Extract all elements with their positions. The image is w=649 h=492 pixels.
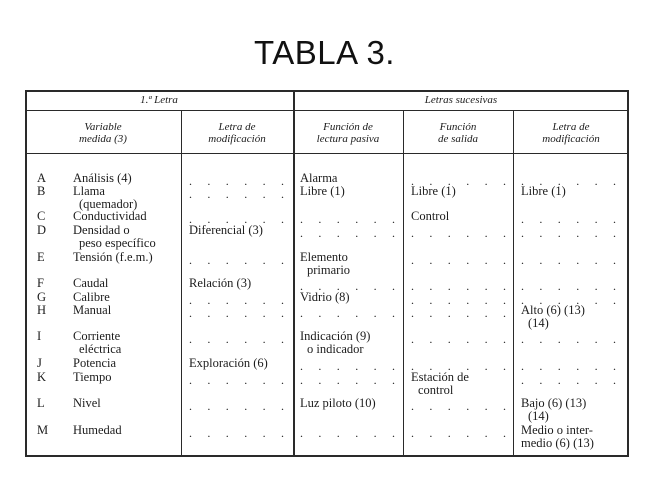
output-cell: Libre (1): [411, 184, 456, 198]
variable-cell: eléctrica: [79, 342, 122, 356]
slide-title: TABLA 3.: [254, 34, 395, 71]
variable-cell: Nivel: [73, 396, 101, 410]
col-header-passive: Función de: [323, 121, 373, 133]
passive-cell: Vidrio (8): [300, 290, 350, 304]
filler-dots: . . . . . .: [521, 373, 623, 387]
filler-dots: . . . . . .: [300, 226, 402, 240]
col-header-variable: Variable: [84, 121, 122, 133]
modifier-cell: Diferencial (3): [189, 223, 263, 237]
col-header-passive: lectura pasiva: [316, 133, 380, 145]
output-cell: Control: [411, 209, 450, 223]
filler-dots: . . . . . .: [189, 293, 291, 307]
modifier2-cell: (14): [528, 316, 549, 330]
filler-dots: . . . . . .: [521, 332, 623, 346]
row-letter: B: [37, 184, 46, 198]
filler-dots: . . . . . .: [521, 293, 623, 307]
filler-dots: . . . . . .: [300, 373, 402, 387]
filler-dots: . . . . . .: [189, 332, 291, 346]
row-letter: I: [37, 329, 42, 343]
variable-cell: Caudal: [73, 276, 109, 290]
filler-dots: . . . . . .: [411, 226, 513, 240]
filler-dots: . . . . . .: [189, 373, 291, 387]
col-header-modifier2: modificación: [542, 133, 600, 145]
output-cell: Estación de: [411, 370, 469, 384]
variable-cell: Llama: [73, 184, 105, 198]
col-header-modifier: modificación: [208, 133, 266, 145]
filler-dots: . . . . . .: [521, 279, 623, 293]
filler-dots: . . . . . .: [411, 293, 513, 307]
row-letter: L: [37, 396, 45, 410]
filler-dots: . . . . . .: [189, 426, 291, 440]
variable-cell: Densidad o: [73, 223, 130, 237]
column-divider: [513, 110, 514, 457]
filler-dots: . . . . . .: [189, 306, 291, 320]
variable-cell: (quemador): [79, 197, 138, 211]
output-cell: control: [418, 383, 454, 397]
filler-dots: . . . . . .: [411, 253, 513, 267]
row-letter: H: [37, 303, 47, 317]
row-letter: F: [37, 276, 44, 290]
row-letter: K: [37, 370, 47, 384]
column-divider: [181, 110, 182, 457]
filler-dots: . . . . . .: [521, 359, 623, 373]
filler-dots: . . . . . .: [411, 426, 513, 440]
header-divider: [25, 110, 629, 111]
filler-dots: . . . . . .: [300, 426, 402, 440]
passive-cell: primario: [307, 263, 351, 277]
variable-cell: Tensión (f.e.m.): [73, 250, 153, 264]
row-letter: D: [37, 223, 47, 237]
header-bottom-rule: [25, 153, 629, 154]
column-divider: [403, 110, 404, 457]
passive-cell: Elemento: [300, 250, 348, 264]
modifier2-cell: (14): [528, 409, 549, 423]
row-letter: C: [37, 209, 46, 223]
filler-dots: . . . . . .: [189, 212, 291, 226]
variable-cell: peso específico: [79, 236, 156, 250]
function-letters-table: [25, 90, 629, 457]
modifier2-cell: Libre (1): [521, 184, 566, 198]
group-header-first-letter: 1.ª Letra: [140, 94, 178, 106]
filler-dots: . . . . . .: [521, 212, 623, 226]
filler-dots: . . . . . .: [189, 187, 291, 201]
col-header-output: de salida: [437, 133, 479, 145]
passive-cell: o indicador: [307, 342, 364, 356]
modifier2-cell: Bajo (6) (13): [521, 396, 587, 410]
modifier-cell: Exploración (6): [189, 356, 268, 370]
modifier2-cell: Medio o inter-: [521, 423, 593, 437]
variable-cell: Tiempo: [73, 370, 112, 384]
filler-dots: . . . . . .: [189, 174, 291, 188]
col-header-modifier2: Letra de: [552, 121, 590, 133]
filler-dots: . . . . . .: [411, 306, 513, 320]
row-letter: A: [37, 171, 47, 185]
variable-cell: Potencia: [73, 356, 117, 370]
passive-cell: Indicación (9): [300, 329, 371, 343]
row-letter: M: [37, 423, 49, 437]
filler-dots: . . . . . .: [411, 399, 513, 413]
first-letter-divider: [293, 90, 295, 457]
col-header-variable: medida (3): [79, 133, 127, 145]
variable-cell: Análisis (4): [73, 171, 132, 185]
passive-cell: Libre (1): [300, 184, 345, 198]
filler-dots: . . . . . .: [189, 253, 291, 267]
filler-dots: . . . . . .: [411, 332, 513, 346]
modifier-cell: Relación (3): [189, 276, 252, 290]
variable-cell: Conductividad: [73, 209, 147, 223]
passive-cell: Luz piloto (10): [300, 396, 376, 410]
filler-dots: . . . . . .: [521, 253, 623, 267]
passive-cell: Alarma: [300, 171, 338, 185]
filler-dots: . . . . . .: [189, 399, 291, 413]
group-header-successive-letters: Letras sucesivas: [424, 94, 498, 106]
variable-cell: Manual: [73, 303, 112, 317]
col-header-output: Función: [439, 121, 477, 133]
filler-dots: . . . . . .: [300, 306, 402, 320]
filler-dots: . . . . . .: [300, 279, 402, 293]
filler-dots: . . . . . .: [411, 174, 513, 188]
filler-dots: . . . . . .: [521, 226, 623, 240]
modifier2-cell: medio (6) (13): [521, 436, 594, 450]
filler-dots: . . . . . .: [300, 359, 402, 373]
modifier2-cell: Alto (6) (13): [521, 303, 585, 317]
row-letter: E: [37, 250, 45, 264]
row-letter: G: [37, 290, 47, 304]
filler-dots: . . . . . .: [521, 174, 623, 188]
variable-cell: Corriente: [73, 329, 121, 343]
variable-cell: Humedad: [73, 423, 122, 437]
filler-dots: . . . . . .: [411, 359, 513, 373]
col-header-modifier: Letra de: [218, 121, 256, 133]
filler-dots: . . . . . .: [300, 212, 402, 226]
variable-cell: Calibre: [73, 290, 110, 304]
row-letter: J: [37, 356, 42, 370]
filler-dots: . . . . . .: [411, 279, 513, 293]
